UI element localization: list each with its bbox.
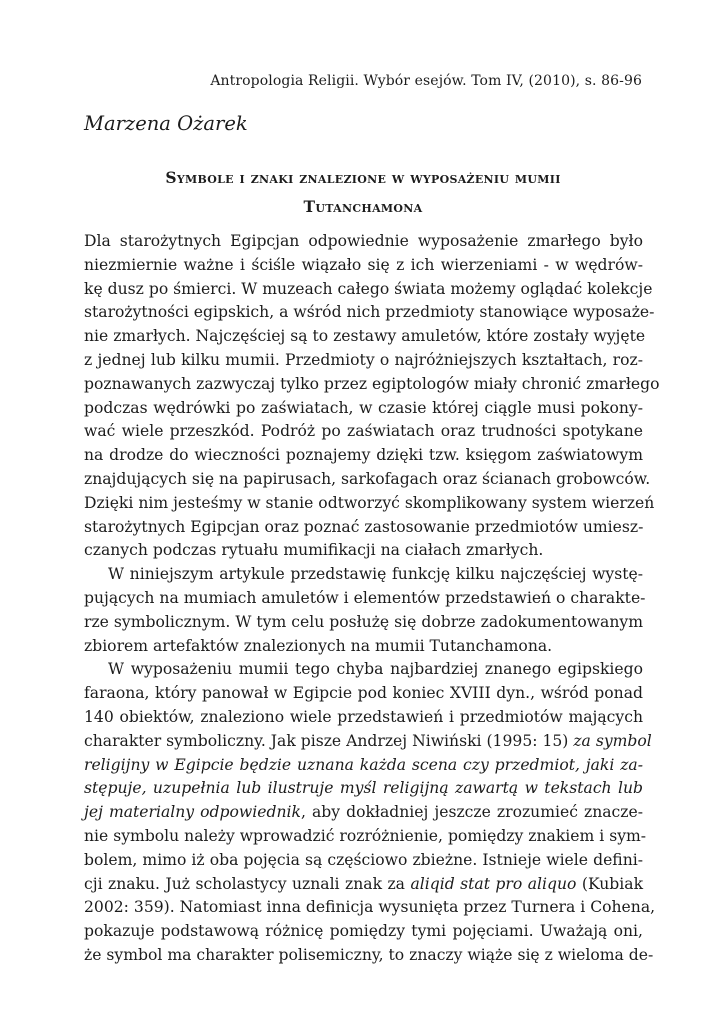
- body-line-quote: religijny w Egipcie będzie uznana każda scena czy przedmiot, jaki za-: [84, 755, 643, 774]
- body-line: Dla starożytnych Egipcjan odpowiednie wyposażenie zmarłego było: [84, 232, 643, 250]
- body-line: poznawanych zazwyczaj tylko przez egiptologów miały chronić zmarłego: [84, 374, 660, 393]
- body-line: wać wiele przeszkód. Podróż po zaświatach oraz trudności spotykane: [84, 422, 643, 441]
- author-name: Marzena Ożarek: [84, 112, 248, 135]
- body-line: W niniejszym artykule przedstawię funkcję kilku najczęściej wystę-: [108, 565, 643, 584]
- body-line: [84, 873, 643, 897]
- article-title-line-2: Tutanchamona: [303, 197, 423, 216]
- body-line: z jednej lub kilku mumii. Przedmioty o najróżniejszych kształtach, roz-: [84, 350, 643, 369]
- body-line: rze symbolicznym. W tym celu posłużę się dobrze zadokumentowanym: [84, 612, 643, 631]
- quote-italic: jej materialny odpowiednik: [84, 803, 301, 822]
- body-line: [84, 730, 652, 754]
- body-line: nie zmarłych. Najczęściej są to zestawy amuletów, które zostały wyjęte: [84, 327, 646, 346]
- body-line: niezmiernie ważne i ściśle wiązało się z ich wierzeniami - w wędrów-: [84, 255, 643, 274]
- body-text-run: cji znaku. Już scholastycy uznali znak za: [84, 874, 411, 893]
- body-line: W wyposażeniu mumii tego chyba najbardziej znanego egipskiego: [108, 660, 643, 679]
- latin-phrase-italic: aliqid stat pro aliquo: [410, 874, 577, 893]
- article-body: [84, 230, 660, 968]
- body-line: 140 obiektów, znaleziono wiele przedstawień i przedmiotów mających: [84, 707, 643, 726]
- running-header: Antropologia Religii. Wybór esejów. Tom IV, (2010), s. 86-96: [210, 73, 642, 89]
- body-line: zbiorem artefaktów znalezionych na mumii Tutanchamona.: [84, 636, 553, 655]
- body-line-quote: stępuje, uzupełnia lub ilustruje myśl religijną zawartą w tekstach lub: [84, 779, 643, 798]
- article-title-line-1: Symbole i znaki znalezione w wyposażeniu mumii: [165, 168, 561, 187]
- body-line: pokazuje podstawową różnicę pomiędzy tymi pojęciami. Uważają oni,: [84, 922, 643, 941]
- body-line: pujących na mumiach amuletów i elementów przedstawień o charakte-: [84, 588, 646, 607]
- body-line: że symbol ma charakter polisemiczny, to znaczy wiąże się z wieloma de-: [84, 945, 654, 964]
- body-line: nie symbolu należy wprowadzić rozróżnienie, pomiędzy znakiem i sym-: [84, 826, 647, 845]
- body-line: starożytności egipskich, a wśród nich przedmioty stanowiące wyposaże-: [84, 303, 655, 322]
- body-line: czanych podczas rytuału mumifikacji na ciałach zmarłych.: [84, 541, 544, 560]
- body-text-run: , aby dokładniej jeszcze zrozumieć znacze-: [300, 803, 644, 822]
- body-line: znajdujących się na papirusach, sarkofagach oraz ścianach grobowców.: [84, 469, 651, 488]
- quote-italic: za symbol: [573, 731, 652, 750]
- body-line: faraona, który panował w Egipcie pod koniec XVIII dyn., wśród ponad: [84, 684, 643, 703]
- body-line: podczas wędrówki po zaświatach, w czasie której ciągle musi pokony-: [84, 398, 643, 417]
- body-text-run: (Kubiak: [576, 874, 644, 893]
- body-line: na drodze do wieczności poznajemy dzięki tzw. księgom zaświatowym: [84, 446, 643, 465]
- body-text-run: charakter symboliczny. Jak pisze Andrzej Niwiński (1995: 15): [84, 731, 574, 750]
- body-line: starożytnych Egipcjan oraz poznać zastosowanie przedmiotów umiesz-: [84, 517, 644, 536]
- body-line: 2002: 359). Natomiast inna definicja wysunięta przez Turnera i Cohena,: [84, 898, 656, 917]
- body-line: [84, 801, 643, 825]
- body-line: bolem, mimo iż oba pojęcia są częściowo zbieżne. Istnieje wiele defini-: [84, 850, 643, 869]
- body-line: kę dusz po śmierci. W muzeach całego świata możemy oglądać kolekcje: [84, 279, 653, 298]
- article-title: [84, 163, 642, 221]
- body-line: Dzięki nim jesteśmy w stanie odtworzyć skomplikowany system wierzeń: [84, 493, 655, 512]
